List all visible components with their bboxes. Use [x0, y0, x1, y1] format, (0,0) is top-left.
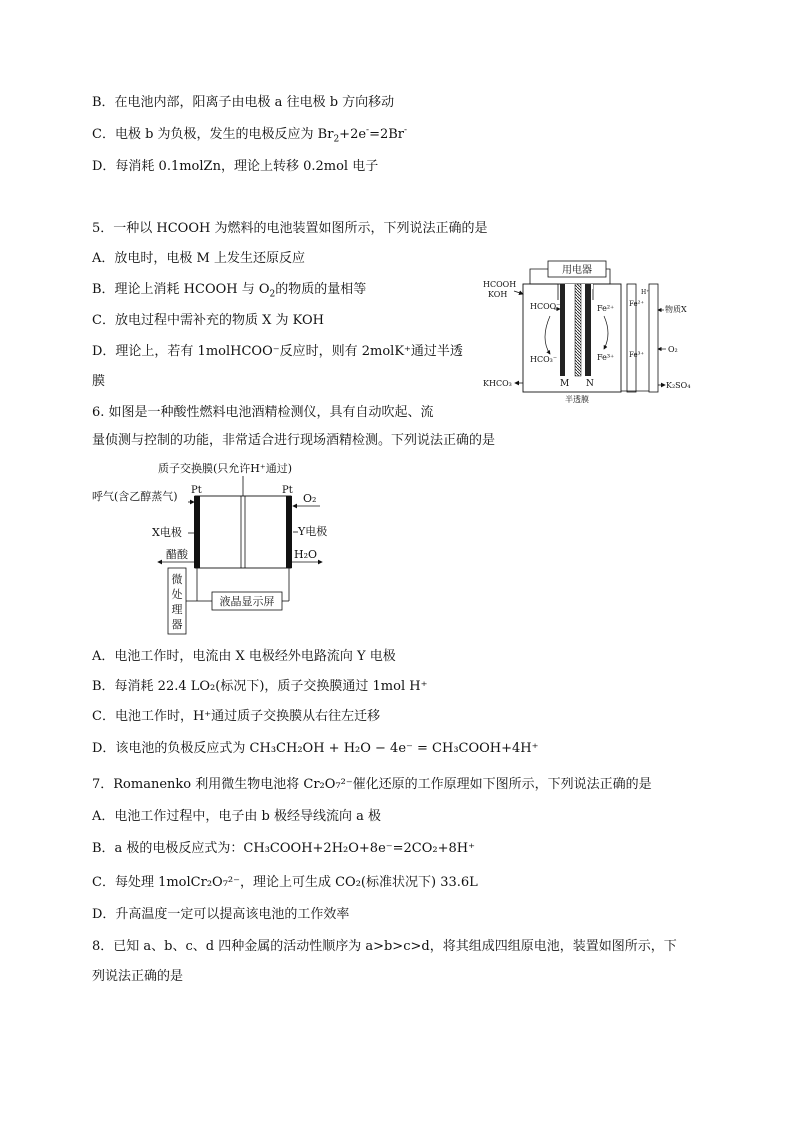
khco3-label: KHCO₃ [483, 379, 512, 388]
water-label: H₂O [294, 548, 318, 561]
proton-membrane-label: 质子交换膜(只允许H⁺通过) [158, 462, 292, 475]
device-label: 用电器 [562, 265, 592, 276]
q6-option-a: A．电池工作时，电流由 X 电极经外电路流向 Y 电极 [92, 649, 396, 664]
electrode-m [560, 284, 565, 376]
q5-stem: 5．一种以 HCOOH 为燃料的电池装置如图所示，下列说法正确的是 [92, 221, 488, 236]
q4-option-b: B．在电池内部，阳离子由电极 a 往电极 b 方向移动 [92, 95, 395, 110]
electrode-n-label: N [586, 379, 594, 389]
q4-option-c [92, 126, 407, 144]
micro-char-2: 处 [171, 588, 183, 601]
semipermeable-membrane [575, 284, 581, 376]
fuel-label-2: KOH [488, 290, 508, 299]
cell-body [195, 496, 291, 568]
q4-option-c-text: C．电极 b 为负极，发生的电极反应为 Br [92, 127, 334, 142]
q8-stem-line2: 列说法正确的是 [92, 969, 184, 984]
fe3-right-label: Fe³⁺ [629, 351, 645, 359]
q7-option-c: C．每处理 1molCr₂O₇²⁻，理论上可生成 CO₂(标准状况下) 33.6L [92, 875, 478, 890]
q7-option-b: B．a 极的电极反应式为：CH₃COOH+2H₂O+8e⁻=2CO₂+8H⁺ [92, 841, 475, 856]
fe2-right-label: Fe²⁺ [629, 300, 645, 308]
membrane-label: 半透膜 [565, 395, 589, 404]
q6-option-c: C．电池工作时，H⁺通过质子交换膜从右往左迁移 [92, 709, 381, 724]
k2so4-label: K₂SO₄ [666, 381, 691, 390]
q6-option-b: B．每消耗 22.4 LO₂(标况下)，质子交换膜通过 1mol H⁺ [92, 679, 428, 694]
y-electrode-plate [286, 496, 292, 568]
q5-option-a: A．放电时，电极 M 上发生还原反应 [92, 251, 305, 266]
hco3-label: HCO₃⁻ [530, 355, 558, 364]
x-electrode-label: X电极 [152, 526, 182, 539]
q5-fuel-cell-diagram [478, 254, 708, 404]
micro-char-1: 微 [171, 573, 183, 586]
x-electrode-plate [194, 496, 200, 568]
fe3-left-label: Fe³⁺ [597, 353, 615, 362]
q6-option-d: D．该电池的负极反应式为 CH₃CH₂OH + H₂O − 4e⁻ = CH₃COOH+4H⁺ [92, 741, 539, 756]
q4-option-d: D．每消耗 0.1molZn，理论上转移 0.2mol 电子 [92, 159, 379, 174]
q5-option-d-line2: 膜 [92, 374, 106, 389]
q4-option-c-sup: - [366, 125, 370, 136]
q5-option-b-post: 的物质的量相等 [275, 282, 367, 297]
fuel-label-1: HCOOH [483, 280, 517, 289]
q6-stem-line2: 量侦测与控制的功能，非常适合进行现场酒精检测。下列说法正确的是 [92, 433, 496, 448]
material-x-label: 物质X [665, 305, 687, 314]
hcoo-label: HCOO⁻ [530, 302, 561, 311]
q8-stem-line1: 8．已知 a、b、c、d 四种金属的活动性顺序为 a>b>c>d，将其组成四组原电池，装置如图所示，下 [92, 939, 677, 954]
q7-option-d: D．升高温度一定可以提高该电池的工作效率 [92, 907, 350, 922]
q7-stem: 7．Romanenko 利用微生物电池将 Cr₂O₇²⁻催化还原的工作原理如下图所示，下列说法正确的是 [92, 777, 652, 792]
h-plus-label: H⁺ [641, 289, 650, 296]
lcd-label: 液晶显示屏 [219, 595, 275, 608]
pt-right-label: Pt [282, 485, 293, 496]
electrode-n [585, 284, 591, 376]
fe2-left-label: Fe²⁺ [597, 304, 615, 313]
q6-stem-line1: 6. 如图是一种酸性燃料电池酒精检测仪，具有自动吹起、流 [92, 405, 434, 420]
breath-label: 呼气(含乙醇蒸气) [92, 490, 178, 503]
q7-option-a: A．电池工作过程中，电子由 b 极经导线流向 a 极 [92, 809, 381, 824]
q5-option-b-text: B．理论上消耗 HCOOH 与 O [92, 282, 270, 297]
pt-left-label: Pt [191, 485, 202, 496]
micro-char-3: 理 [171, 603, 183, 616]
y-electrode-label: Y电极 [298, 525, 328, 538]
q4-option-c-sub: 2 [333, 134, 340, 145]
o2-label: O₂ [303, 492, 317, 505]
electrode-m-label: M [560, 379, 570, 389]
q5-option-b-sub: 2 [269, 289, 276, 300]
cell-body [523, 284, 621, 392]
q5-option-b [92, 281, 366, 299]
q5-option-d-line1: D．理论上，若有 1molHCOO⁻反应时，则有 2molK⁺通过半透 [92, 344, 463, 359]
micro-char-4: 器 [171, 618, 183, 631]
q4-option-c-mid: +2e [339, 127, 367, 142]
o2-label: O₂ [668, 345, 678, 354]
q6-alcohol-detector-diagram [88, 456, 348, 636]
q4-option-c-sup2: - [404, 125, 408, 136]
q5-option-c: C．放电过程中需补充的物质 X 为 KOH [92, 313, 324, 328]
q4-option-c-post: =2Br [369, 127, 405, 142]
acetic-acid-label: 醋酸 [166, 548, 188, 561]
